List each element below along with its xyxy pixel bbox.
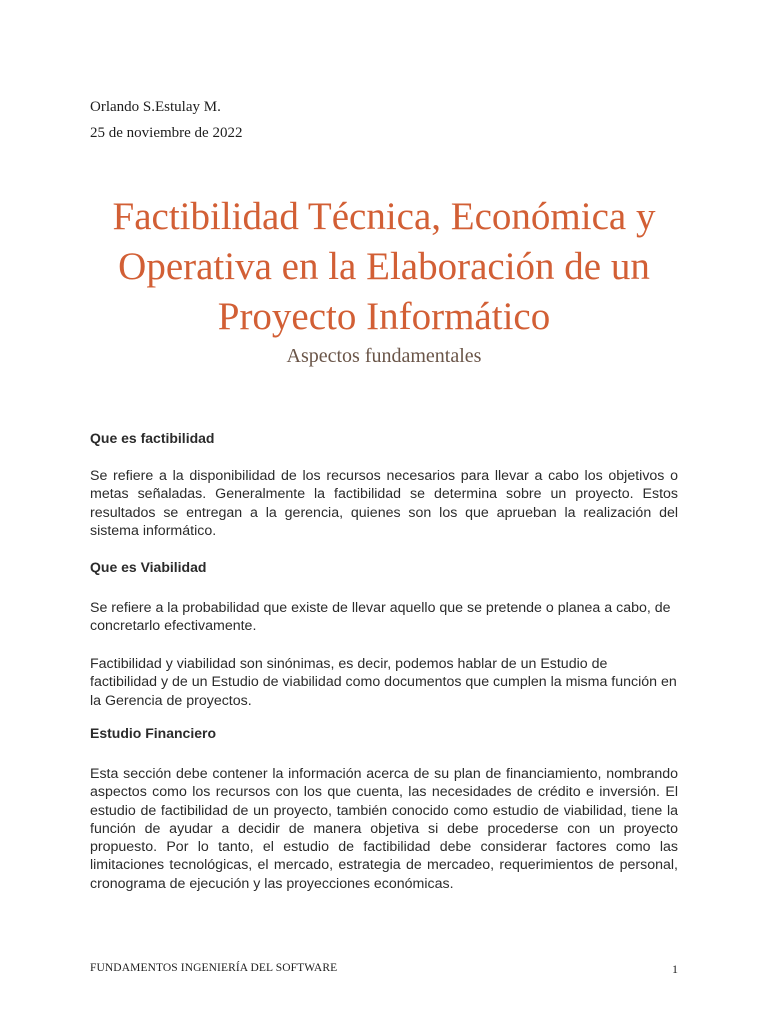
footer-page-number: 1 [672, 962, 678, 976]
title-line-1: Factibilidad Técnica, Económica y [112, 195, 656, 238]
paragraph-estudio-financiero: Esta sección debe contener la información acerca de su plan de financiamiento, nombrando aspectos como los recursos con los que cuenta, las necesidades de crédito e inversión. El estudio de factibilidad de un proyecto, también conocido como estudio de viabilidad, tiene la función de ayudar a decidir de manera objetiva si debe procederse con un proyecto propuesto. Por lo tanto, el estudio de factibilidad debe considerar factores como las limitaciones tecnológicas, el mercado, estrategia de mercadeo, requerimientos de personal, cronograma de ejecución y las proyecciones económicas. [90, 766, 678, 892]
footer-course-title: FUNDAMENTOS INGENIERÍA DEL SOFTWARE [90, 962, 338, 974]
document-date: 25 de noviembre de 2022 [90, 125, 243, 141]
heading-viabilidad: Que es Viabilidad [90, 559, 207, 575]
title-line-2: Operativa en la Elaboración de un [118, 245, 650, 288]
heading-estudio-financiero: Estudio Financiero [90, 725, 217, 741]
title-line-3: Proyecto Informático [217, 295, 551, 338]
author-block [90, 94, 242, 146]
document-title [60, 192, 708, 342]
paragraph-viabilidad-2: Factibilidad y viabilidad son sinónimas, es decir, podemos hablar de un Estudio de factibilidad y de un Estudio de viabilidad como documentos que cumplen la misma función en la Gerencia de proyectos. [90, 656, 677, 709]
paragraph-factibilidad: Se refiere a la disponibilidad de los recursos necesarios para llevar a cabo los objetivos o metas señaladas. Generalmente la factibilidad se determina sobre un proyecto. Estos resultados se entregan a la gerencia, quienes son los que aprueban la realización del sistema informático. [90, 468, 678, 539]
heading-factibilidad: Que es factibilidad [90, 430, 215, 446]
document-subtitle: Aspectos fundamentales [286, 345, 482, 367]
title-block [60, 192, 708, 369]
paragraph-viabilidad-1: Se refiere a la probabilidad que existe de llevar aquello que se pretende o planea a cabo, de concretarlo efectivamente. [90, 600, 671, 635]
author-name: Orlando S.Estulay M. [90, 99, 221, 115]
